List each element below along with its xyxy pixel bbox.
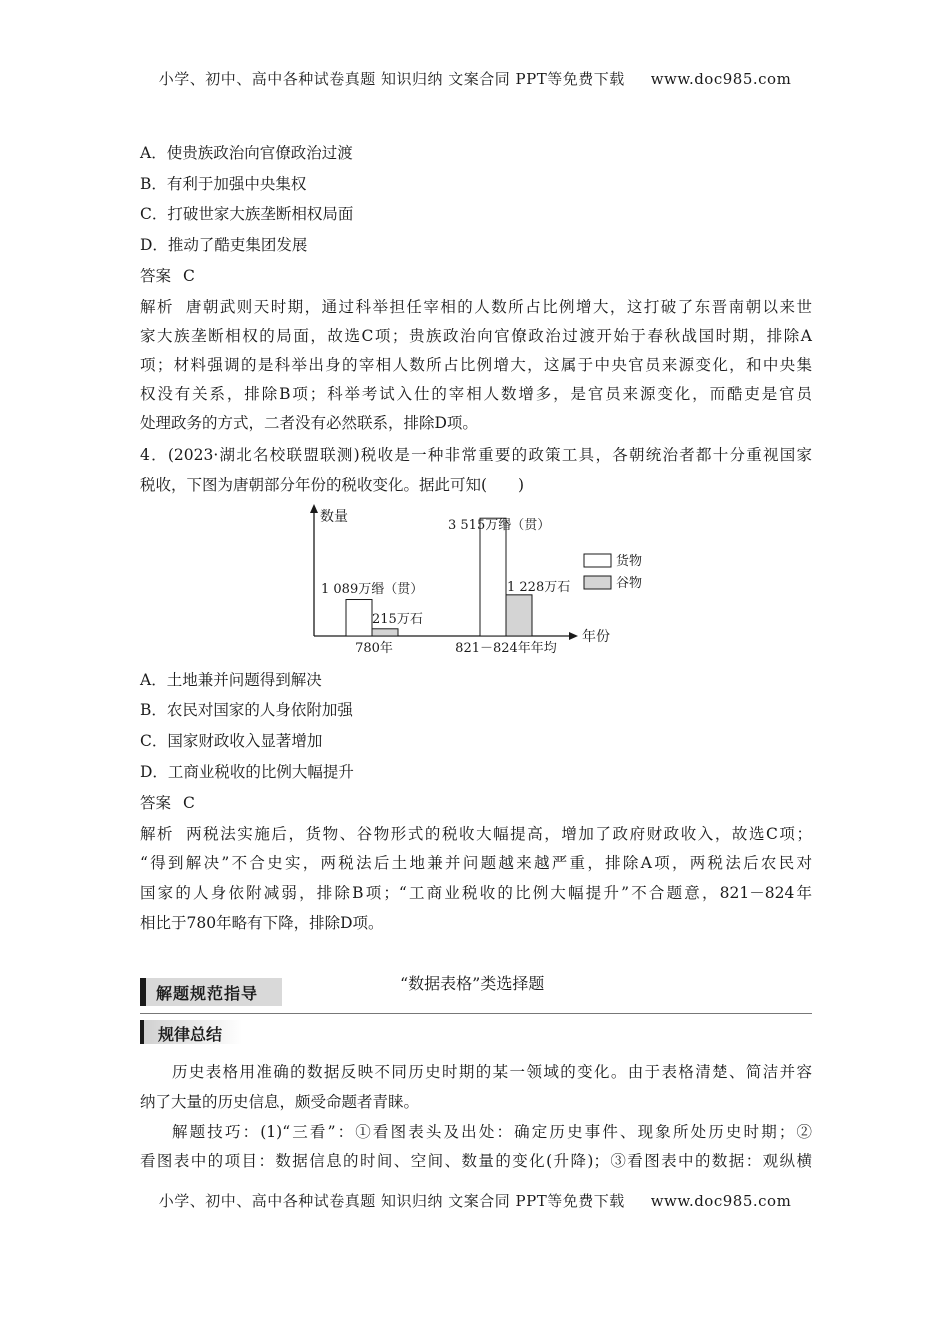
q3-option-a: A．使贵族政治向官僚政治过渡 bbox=[140, 144, 353, 162]
legend-label-goods: 货物 bbox=[616, 554, 643, 569]
q3-analysis-line: 处理政务的方式，二者没有必然联系，排除D项。 bbox=[140, 414, 478, 432]
q4-analysis-text: 两税法实施后，货物、谷物形式的税收大幅提高，增加了政府财政收入，故选C项； bbox=[186, 825, 812, 843]
q3-option-d: D．推动了酷吏集团发展 bbox=[140, 236, 308, 254]
legend-swatch-grain bbox=[584, 576, 611, 589]
page-footer bbox=[0, 1190, 950, 1211]
bar-data-label: 1 089万缗（贯） bbox=[321, 582, 424, 597]
section-title-bar bbox=[140, 978, 146, 1006]
q4-analysis-line: 国家的人身依附减弱，排除B项；“工商业税收的比例大幅提升”不合题意，821－824年 bbox=[140, 884, 812, 902]
q3-option-b: B．有利于加强中央集权 bbox=[140, 175, 307, 193]
q3-analysis-label: 解析 bbox=[140, 298, 174, 316]
y-axis-arrow bbox=[310, 504, 318, 513]
paragraph-line: 纳了大量的历史信息，颇受命题者青睐。 bbox=[140, 1093, 420, 1111]
bar-grain-0 bbox=[372, 629, 398, 636]
bar-data-label: 1 228万石 bbox=[507, 580, 571, 595]
q3-option-c: C．打破世家大族垄断相权局面 bbox=[140, 205, 354, 223]
bar-goods-0 bbox=[346, 600, 372, 636]
page-header bbox=[0, 68, 950, 89]
q4-option-c: C．国家财政收入显著增加 bbox=[140, 732, 323, 750]
q4-option-b: B．农民对国家的人身依附加强 bbox=[140, 701, 353, 719]
q4-analysis-line: “得到解决”不合史实，两税法后土地兼并问题越来越严重，排除A项，两税法后农民对 bbox=[140, 854, 812, 872]
paragraph-line: 历史表格用准确的数据反映不同历史时期的某一领域的变化。由于表格清楚、简洁并容 bbox=[172, 1063, 812, 1081]
x-tick-label: 821－824年年均 bbox=[455, 641, 557, 656]
tax-bar-chart bbox=[290, 502, 643, 662]
q4-analysis-line: 相比于780年略有下降，排除D项。 bbox=[140, 914, 384, 932]
q4-stem-line: 税收，下图为唐朝部分年份的税收变化。据此可知( ) bbox=[140, 476, 525, 494]
footer-url[interactable]: www.doc985.com bbox=[650, 1192, 792, 1210]
subsection-title: 规律总结 bbox=[158, 1025, 223, 1044]
q3-answer bbox=[140, 265, 812, 287]
q4-answer-value: C bbox=[183, 794, 195, 812]
q4-stem-line: 4．(2023·湖北名校联盟联测)税收是一种非常重要的政策工具，各朝统治者都十分重视国家 bbox=[140, 446, 812, 464]
section-divider bbox=[140, 1013, 812, 1014]
q4-answer-label: 答案 bbox=[140, 794, 172, 812]
legend-label-grain: 谷物 bbox=[616, 576, 643, 591]
paragraph-line: 解题技巧：(1)“三看”：①看图表头及出处：确定历史事件、现象所处历史时期；② bbox=[172, 1123, 812, 1141]
q4-analysis-line bbox=[140, 823, 812, 845]
header-url[interactable]: www.doc985.com bbox=[650, 70, 792, 88]
section-title: 解题规范指导 bbox=[156, 984, 259, 1003]
bar-data-label: 215万石 bbox=[372, 612, 423, 627]
x-axis-label: 年份 bbox=[582, 629, 610, 645]
q4-option-a: A．土地兼并问题得到解决 bbox=[140, 671, 322, 689]
bar-data-label: 3 515万缗（贯） bbox=[448, 518, 551, 533]
x-axis-arrow bbox=[569, 632, 578, 640]
y-axis-label: 数量 bbox=[320, 509, 348, 525]
q3-analysis-text: 唐朝武则天时期，通过科举担任宰相的人数所占比例增大，这打破了东晋南朝以来世 bbox=[185, 298, 812, 316]
header-text: 小学、初中、高中各种试卷真题 知识归纳 文案合同 PPT等免费下载 bbox=[158, 70, 625, 88]
subsection-title-bar bbox=[140, 1020, 144, 1044]
q4-option-d: D．工商业税收的比例大幅提升 bbox=[140, 763, 354, 781]
q3-analysis-line: 权没有关系，排除B项；科举考试入仕的宰相人数增多，是官员来源变化，而酷吏是官员 bbox=[140, 385, 812, 403]
section-heading: “数据表格”类选择题 bbox=[400, 974, 545, 993]
q3-answer-label: 答案 bbox=[140, 267, 172, 285]
bar-grain-1 bbox=[506, 595, 532, 636]
legend-swatch-goods bbox=[584, 554, 611, 567]
bar-goods-1 bbox=[480, 518, 506, 636]
x-tick-label: 780年 bbox=[355, 641, 393, 656]
q3-analysis-line: 项；材料强调的是科举出身的宰相人数所占比例增大，这属于中央官员来源变化，和中央集 bbox=[140, 356, 812, 374]
q3-analysis-line bbox=[140, 296, 812, 318]
q4-analysis-label: 解析 bbox=[140, 825, 175, 843]
footer-text: 小学、初中、高中各种试卷真题 知识归纳 文案合同 PPT等免费下载 bbox=[158, 1192, 625, 1210]
q3-answer-value: C bbox=[183, 267, 195, 285]
paragraph-line: 看图表中的项目：数据信息的时间、空间、数量的变化(升降)；③看图表中的数据：观纵横 bbox=[140, 1152, 812, 1170]
q4-answer bbox=[140, 792, 812, 814]
q3-analysis-line: 家大族垄断相权的局面，故选C项；贵族政治向官僚政治过渡开始于春秋战国时期，排除A bbox=[140, 327, 812, 345]
